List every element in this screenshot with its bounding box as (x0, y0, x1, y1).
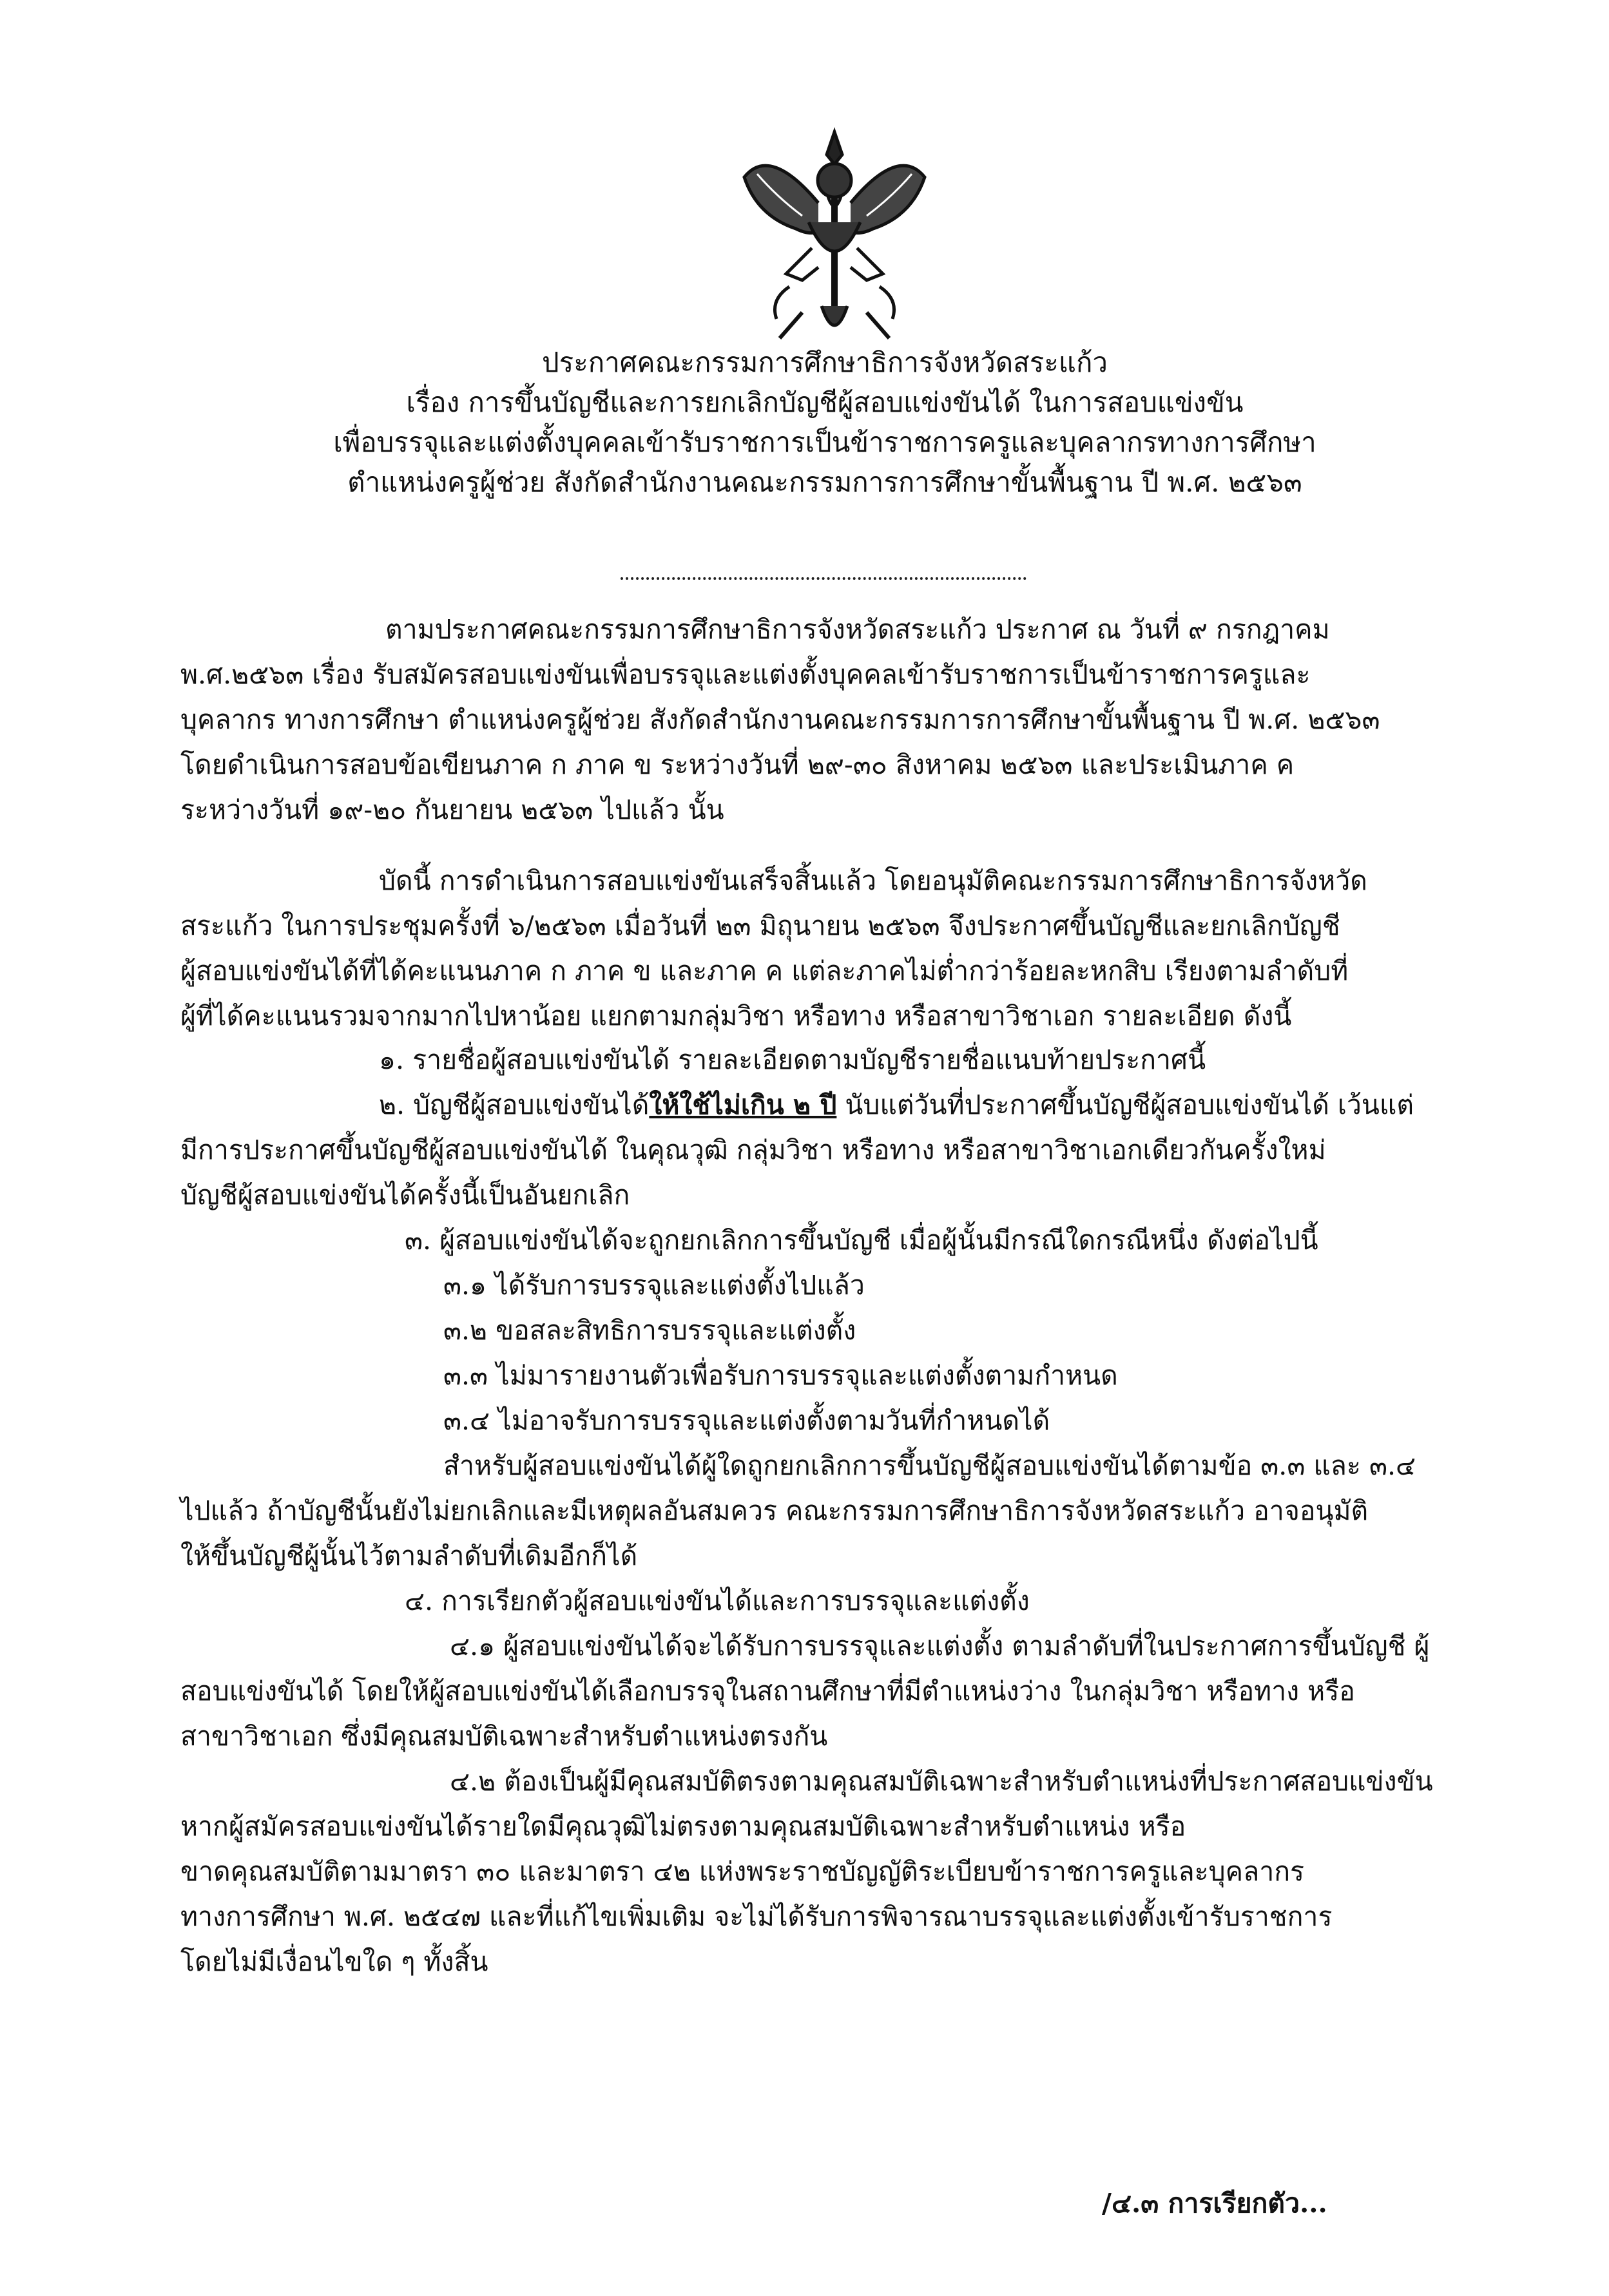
paragraph-1-line-4: โดยดำเนินการสอบข้อเขียนภาค ก ภาค ข ระหว่างวันที่ ๒๙-๓๐ สิงหาคม ๒๕๖๓ และประเมินภาค ค (180, 749, 1295, 780)
header-line-3: เพื่อบรรจุและแต่งตั้งบุคคลเข้ารับราชการเป็นข้าราชการครูและบุคลากรทางการศึกษา (333, 426, 1316, 458)
continuation-note: /๔.๓ การเรียกตัว... (1102, 2188, 1327, 2219)
item-2-line-2: มีการประกาศขึ้นบัญชีผู้สอบแข่งขันได้ ในคุณวุฒิ กลุ่มวิชา หรือทาง หรือสาขาวิชาเอกเดียวกันครั้งใหม่ (180, 1134, 1326, 1165)
item-3-2: ๓.๒ ขอสละสิทธิการบรรจุและแต่งตั้ง (443, 1315, 856, 1346)
item-2-suffix: นับแต่วันที่ประกาศขึ้นบัญชีผู้สอบแข่งขันได้ เว้นแต่ (836, 1089, 1414, 1120)
item-2-prefix: ๒. บัญชีผู้สอบแข่งขันได้ (379, 1089, 650, 1120)
paragraph-3-line-1: สำหรับผู้สอบแข่งขันได้ผู้ใดถูกยกเลิกการขึ้นบัญชีผู้สอบแข่งขันได้ตามข้อ ๓.๓ และ ๓.๔ (443, 1450, 1416, 1481)
item-4: ๔. การเรียกตัวผู้สอบแข่งขันได้และการบรรจุและแต่งตั้ง (405, 1585, 1030, 1616)
announcement-header (271, 343, 1379, 502)
item-2-line-3: บัญชีผู้สอบแข่งขันได้ครั้งนี้เป็นอันยกเลิก (180, 1180, 630, 1210)
header-line-1: ประกาศคณะกรรมการศึกษาธิการจังหวัดสระแก้ว (542, 347, 1108, 378)
paragraph-1-line-3: บุคลากร ทางการศึกษา ตำแหน่งครูผู้ช่วย สังกัดสำนักงานคณะกรรมการการศึกษาขั้นพื้นฐาน ปี พ.ศ. ๒๕๖๓ (180, 704, 1380, 735)
paragraph-3-line-3: ให้ขึ้นบัญชีผู้นั้นไว้ตามลำดับที่เดิมอีกก็ได้ (180, 1540, 638, 1571)
paragraph-1-line-1: ตามประกาศคณะกรรมการศึกษาธิการจังหวัดสระแก้ว ประกาศ ณ วันที่ ๙ กรกฎาคม (385, 614, 1330, 645)
item-1: ๑. รายชื่อผู้สอบแข่งขันได้ รายละเอียดตามบัญชีรายชื่อแนบท้ายประกาศนี้ (379, 1044, 1206, 1075)
item-3-1: ๓.๑ ได้รับการบรรจุและแต่งตั้งไปแล้ว (443, 1270, 865, 1301)
paragraph-2-line-1: บัดนี้ การดำเนินการสอบแข่งขันเสร็จสิ้นแล้ว โดยอนุมัติคณะกรรมการศึกษาธิการจังหวัด (379, 865, 1367, 896)
item-3-4: ๓.๔ ไม่อาจรับการบรรจุและแต่งตั้งตามวันที่กำหนดได้ (443, 1405, 1050, 1436)
item-4-1-line-1: ๔.๑ ผู้สอบแข่งขันได้จะได้รับการบรรจุและแต่งตั้ง ตามลำดับที่ในประกาศการขึ้นบัญชี ผู้ (450, 1631, 1430, 1661)
item-4-2-line-5: โดยไม่มีเงื่อนไขใด ๆ ทั้งสิ้น (180, 1946, 488, 1977)
item-2-validity-underlined: ให้ใช้ไม่เกิน ๒ ปี (649, 1089, 837, 1120)
item-3-3: ๓.๓ ไม่มารายงานตัวเพื่อรับการบรรจุและแต่งตั้งตามกำหนด (443, 1360, 1118, 1391)
paragraph-1-line-2: พ.ศ.๒๕๖๓ เรื่อง รับสมัครสอบแข่งขันเพื่อบรรจุและแต่งตั้งบุคคลเข้ารับราชการเป็นข้าราชการครูและ (180, 659, 1311, 690)
paragraph-3-line-2: ไปแล้ว ถ้าบัญชีนั้นยังไม่ยกเลิกและมีเหตุผลอันสมควร คณะกรรมการศึกษาธิการจังหวัดสระแก้ว อาจอนุมัติ (180, 1495, 1369, 1526)
item-4-2-line-4: ทางการศึกษา พ.ศ. ๒๕๔๗ และที่แก้ไขเพิ่มเติม จะไม่ได้รับการพิจารณาบรรจุและแต่งตั้งเข้ารับราชการ (180, 1901, 1333, 1932)
paragraph-2-line-2: สระแก้ว ในการประชุมครั้งที่ ๖/๒๕๖๓ เมื่อวันที่ ๒๓ มิถุนายน ๒๕๖๓ จึงประกาศขึ้นบัญชีและยกเลิกบัญชี (180, 910, 1340, 941)
item-3: ๓. ผู้สอบแข่งขันได้จะถูกยกเลิกการขึ้นบัญชี เมื่อผู้นั้นมีกรณีใดกรณีหนึ่ง ดังต่อไปนี้ (405, 1225, 1318, 1256)
item-2-line-1 (379, 1084, 1414, 1126)
item-4-2-line-3: ขาดคุณสมบัติตามมาตรา ๓๐ และมาตรา ๔๒ แห่งพระราชบัญญัติระเบียบข้าราชการครูและบุคลากร (180, 1856, 1305, 1887)
paragraph-2-line-4: ผู้ที่ได้คะแนนรวมจากมากไปหาน้อย แยกตามกลุ่มวิชา หรือทาง หรือสาขาวิชาเอก รายละเอียด ดังนี้ (180, 1000, 1292, 1031)
header-line-2: เรื่อง การขึ้นบัญชีและการยกเลิกบัญชีผู้สอบแข่งขันได้ ในการสอบแข่งขัน (406, 387, 1244, 418)
paragraph-1-line-5: ระหว่างวันที่ ๑๙-๒๐ กันยายน ๒๕๖๓ ไปแล้ว นั้น (180, 794, 724, 825)
garuda-emblem-icon (731, 119, 938, 358)
paragraph-2-line-3: ผู้สอบแข่งขันได้ที่ได้คะแนนภาค ก ภาค ข และภาค ค แต่ละภาคไม่ต่ำกว่าร้อยละหกสิบ เรียงตามลำดับที่ (180, 955, 1349, 986)
header-divider (621, 577, 1026, 580)
item-4-1-line-3: สาขาวิชาเอก ซึ่งมีคุณสมบัติเฉพาะสำหรับตำแหน่งตรงกัน (180, 1721, 828, 1752)
item-4-1-line-2: สอบแข่งขันได้ โดยให้ผู้สอบแข่งขันได้เลือกบรรจุในสถานศึกษาที่มีตำแหน่งว่าง ในกลุ่มวิชา หรือทาง หรือ (180, 1676, 1355, 1707)
item-4-2-line-2: หากผู้สมัครสอบแข่งขันได้รายใดมีคุณวุฒิไม่ตรงตามคุณสมบัติเฉพาะสำหรับตำแหน่ง หรือ (180, 1811, 1186, 1842)
header-line-4: ตำแหน่งครูผู้ช่วย สังกัดสำนักงานคณะกรรมการการศึกษาขั้นพื้นฐาน ปี พ.ศ. ๒๕๖๓ (347, 466, 1302, 498)
item-4-2-line-1: ๔.๒ ต้องเป็นผู้มีคุณสมบัติตรงตามคุณสมบัติเฉพาะสำหรับตำแหน่งที่ประกาศสอบแข่งขัน (450, 1766, 1433, 1797)
